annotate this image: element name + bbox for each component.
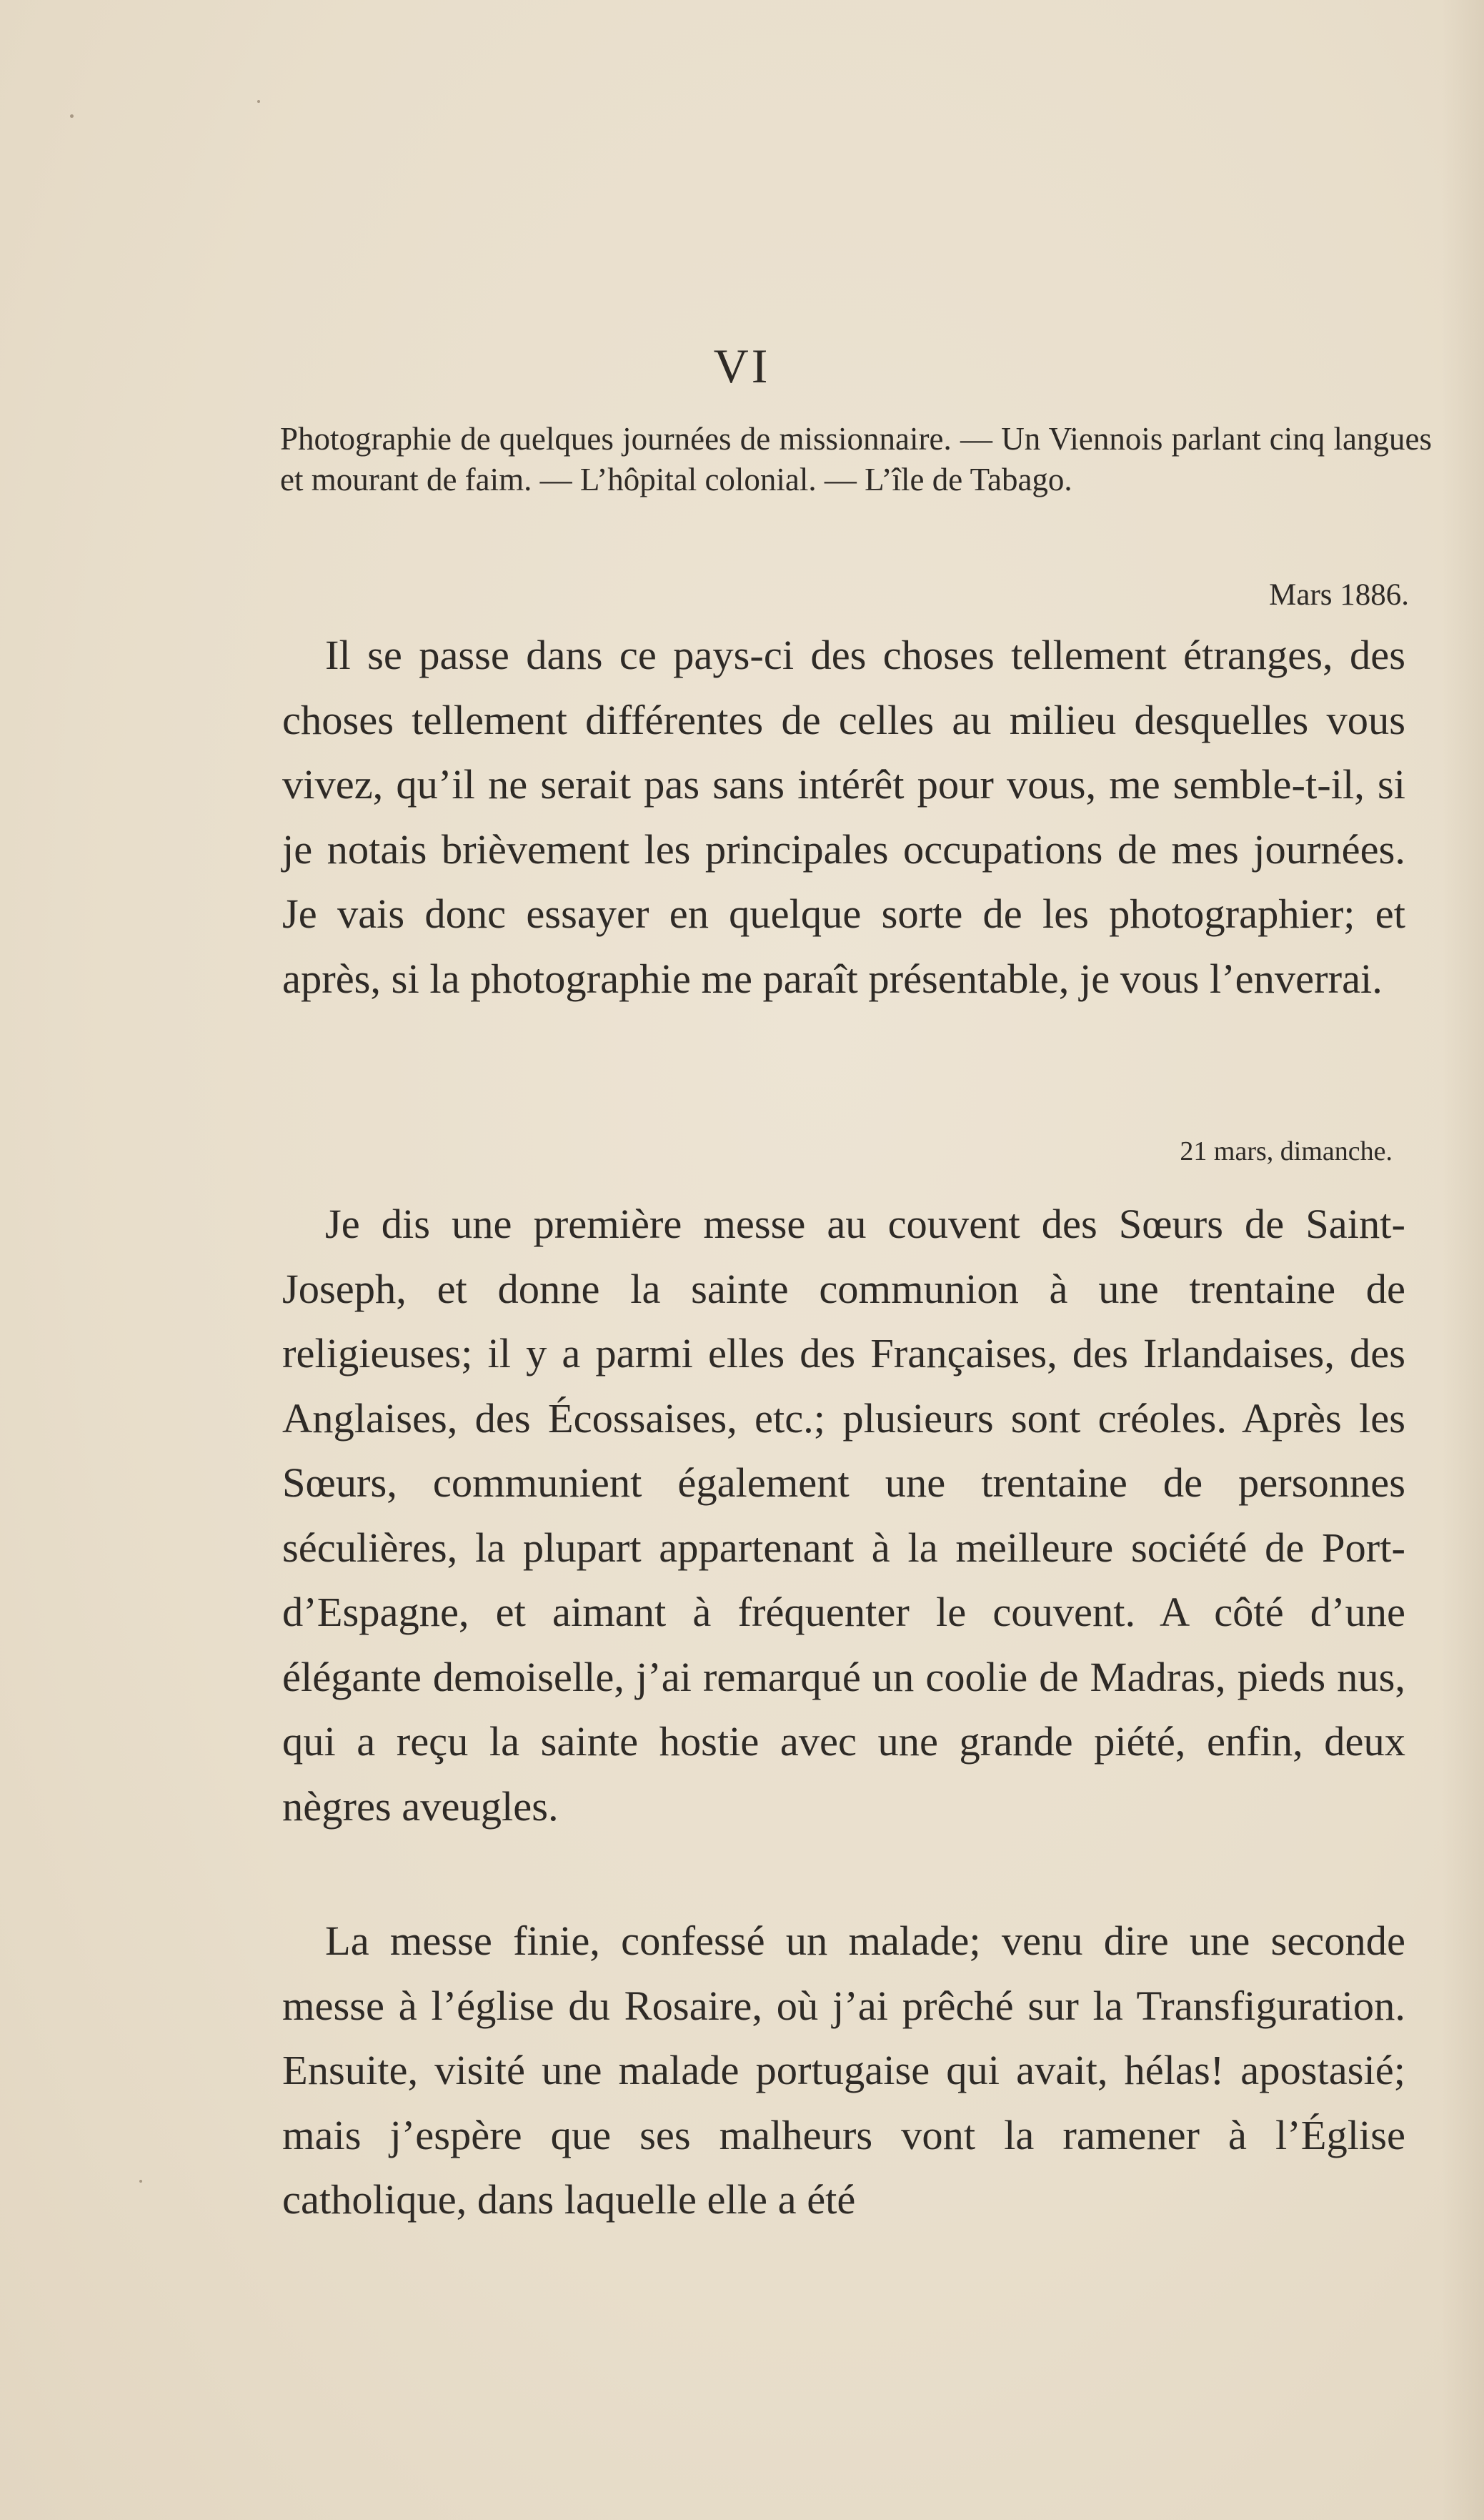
date-header-first: Mars 1886. bbox=[1269, 578, 1409, 612]
paragraph-second-mass: La messe finie, confessé un malade; venu dire une seconde messe à l’église du Rosaire, où j’ai prêché sur la Transfiguration. Ensuite, visité une malade portugaise qui avait, hélas! apostasié; mais j’espère que ses malheurs vont la ramener à l’Église catholique, dans laquelle elle a été bbox=[282, 1918, 1405, 2223]
chapter-number: VI bbox=[713, 339, 771, 393]
paper-speck bbox=[257, 100, 260, 103]
date-header-second: 21 mars, dimanche. bbox=[1180, 1136, 1393, 1166]
paragraph-intro: Il se passe dans ce pays-ci des choses tellement étranges, des choses tellement différentes de celles au milieu desquelles vous vivez, qu’il ne serait pas sans intérêt pour vous, me semble-t-il, si je notais brièvement les principales occupations de mes journées. Je vais donc essayer en quelque sorte de les photographier; et après, si la photographie me paraît présentable, je vous l’enverrai. bbox=[282, 632, 1405, 1002]
paragraph-first-mass: Je dis une première messe au couvent des Sœurs de Saint-Joseph, et donne la sainte communion à une trentaine de religieuses; il y a parmi elles des Françaises, des Irlandaises, des Anglaises, des Écossaises, etc.; plusieurs sont créoles. Après les Sœurs, communient également une trentaine de personnes séculières, la plupart appartenant à la meilleure société de Port-d’Espagne, et aimant à fréquenter le couvent. A côté d’une élégante demoiselle, j’ai remarqué un coolie de Madras, pieds nus, qui a reçu la sainte hostie avec une grande piété, enfin, deux nègres aveugles. bbox=[282, 1201, 1405, 1830]
paper-speck bbox=[139, 2180, 142, 2183]
chapter-summary: Photographie de quelques journées de missionnaire. — Un Viennois parlant cinq langues et mourant de faim. — L’hôpital colonial. — L’île de Tabago. bbox=[280, 421, 1432, 497]
paper-speck bbox=[70, 114, 74, 118]
